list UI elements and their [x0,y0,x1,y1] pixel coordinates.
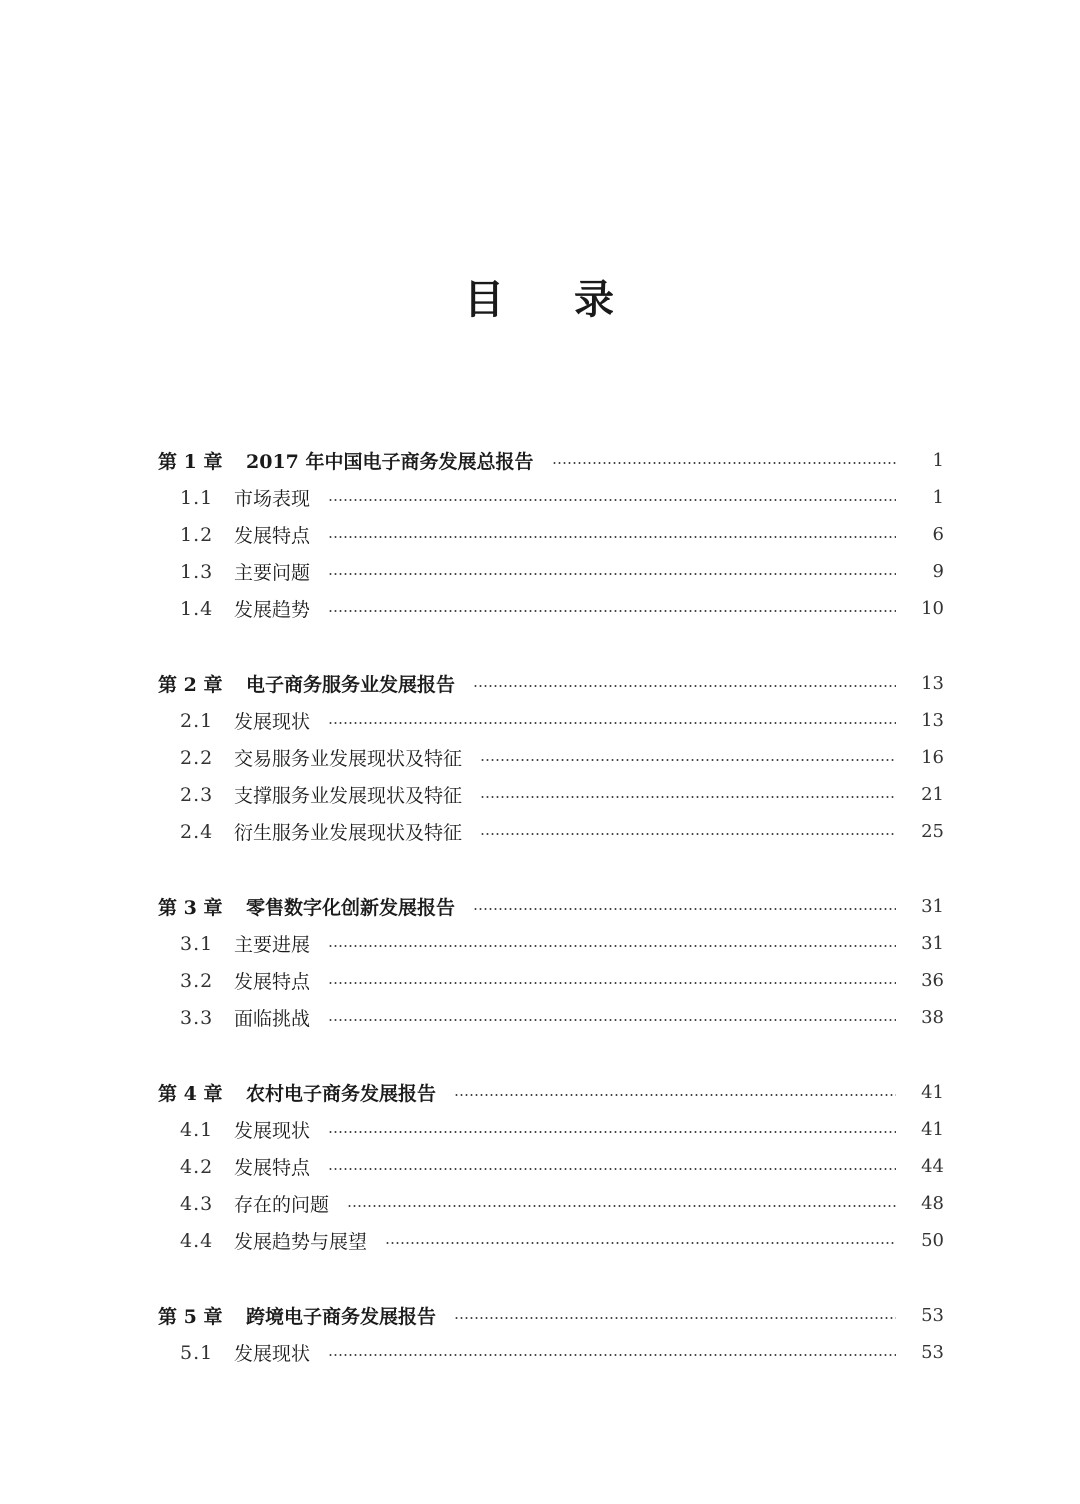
section-row-page: 41 [921,1119,944,1140]
dot-leader [454,1317,896,1319]
section-row[interactable] [158,516,944,553]
dot-leader [480,759,896,761]
section-row-title: 发展现状 [234,1343,311,1365]
section-row-page: 36 [921,970,944,991]
section-row-title: 发展现状 [234,1120,311,1142]
section-row-title: 发展特点 [234,1157,311,1179]
section-row-page: 38 [921,1007,944,1028]
chapter-row[interactable] [158,1297,944,1334]
section-row-title: 交易服务业发展现状及特征 [234,748,463,770]
section-row-title: 主要进展 [234,934,311,956]
section-row-number: 5.1 [180,1341,214,1364]
section-row-page: 9 [932,561,944,582]
section-row-title: 发展趋势与展望 [234,1231,368,1253]
dot-leader [328,573,896,575]
chapter-row-title: 跨境电子商务发展报告 [246,1306,437,1328]
dot-leader [328,610,896,612]
section-row-page: 10 [921,598,944,619]
section-row-page: 31 [921,933,944,954]
section-row[interactable] [158,479,944,516]
dot-leader [328,1168,896,1170]
section-row-number: 2.3 [180,783,214,806]
section-row-page: 1 [932,487,944,508]
chapter-row-number: 第 5 章 [158,1306,223,1328]
chapter-row-title: 2017 年中国电子商务发展总报告 [246,451,534,473]
chapter-row-number: 第 2 章 [158,674,223,696]
section-row[interactable] [158,739,944,776]
section-row[interactable] [158,702,944,739]
section-row[interactable] [158,1111,944,1148]
section-row[interactable] [158,776,944,813]
chapter-row-page: 53 [921,1305,944,1326]
section-row[interactable] [158,999,944,1036]
section-row-title: 存在的问题 [234,1194,330,1216]
chapter-row[interactable] [158,888,944,925]
section-row-title: 发展趋势 [234,599,311,621]
section-row-number: 2.2 [180,746,214,769]
chapter-row-page: 31 [921,896,944,917]
section-row-title: 发展特点 [234,971,311,993]
section-row-page: 16 [921,747,944,768]
dot-leader [328,945,896,947]
section-row-title: 发展特点 [234,525,311,547]
section-row-page: 53 [921,1342,944,1363]
dot-leader [328,722,896,724]
dot-leader [480,833,896,835]
section-row-number: 4.4 [180,1229,214,1252]
section-row[interactable] [158,813,944,850]
section-row-page: 21 [921,784,944,805]
chapter-block [158,442,944,627]
dot-leader [552,462,897,464]
chapter-block [158,1297,944,1371]
section-row-number: 4.1 [180,1118,214,1141]
section-row-title: 市场表现 [234,488,311,510]
dot-leader [328,982,896,984]
dot-leader [385,1242,896,1244]
dot-leader [328,1019,896,1021]
chapter-row-page: 1 [932,450,944,471]
page-title [0,272,1080,328]
dot-leader [328,1354,896,1356]
chapter-row-page: 41 [921,1082,944,1103]
section-row-number: 3.3 [180,1006,214,1029]
chapter-row-title: 电子商务服务业发展报告 [246,674,456,696]
chapter-row-page: 13 [921,673,944,694]
section-row-number: 3.1 [180,932,214,955]
section-row[interactable] [158,553,944,590]
dot-leader [473,908,896,910]
chapter-row-title: 零售数字化创新发展报告 [246,897,456,919]
section-row[interactable] [158,925,944,962]
section-row[interactable] [158,1185,944,1222]
chapter-row-title: 农村电子商务发展报告 [246,1083,437,1105]
section-row-number: 4.3 [180,1192,214,1215]
section-row-number: 3.2 [180,969,214,992]
section-row[interactable] [158,1222,944,1259]
dot-leader [328,499,896,501]
section-row-number: 2.1 [180,709,214,732]
section-row-title: 主要问题 [234,562,311,584]
section-row-number: 4.2 [180,1155,214,1178]
dot-leader [328,1131,896,1133]
section-row-page: 48 [921,1193,944,1214]
chapter-block [158,665,944,850]
section-row-number: 1.3 [180,560,214,583]
section-row-title: 面临挑战 [234,1008,311,1030]
section-row-page: 13 [921,710,944,731]
dot-leader [328,536,896,538]
chapter-row[interactable] [158,1074,944,1111]
chapter-block [158,1074,944,1259]
section-row[interactable] [158,1148,944,1185]
dot-leader [454,1094,896,1096]
page-title-char: 录 [574,276,616,323]
section-row-page: 44 [921,1156,944,1177]
dot-leader [480,796,896,798]
chapter-row-number: 第 4 章 [158,1083,223,1105]
page-title-char: 目 [464,276,506,323]
section-row-number: 2.4 [180,820,214,843]
section-row-page: 50 [921,1230,944,1251]
chapter-row-number: 第 1 章 [158,451,223,473]
chapter-block [158,888,944,1036]
section-row-title: 支撑服务业发展现状及特征 [234,785,463,807]
section-row-number: 1.1 [180,486,214,509]
dot-leader [473,685,896,687]
section-row-number: 1.2 [180,523,214,546]
section-row[interactable] [158,962,944,999]
section-row-page: 25 [921,821,944,842]
section-row-title: 衍生服务业发展现状及特征 [234,822,463,844]
chapter-row[interactable] [158,442,944,479]
section-row-title: 发展现状 [234,711,311,733]
dot-leader [347,1205,896,1207]
chapter-row[interactable] [158,665,944,702]
table-of-contents [158,442,944,1409]
section-row[interactable] [158,590,944,627]
chapter-row-number: 第 3 章 [158,897,223,919]
section-row-number: 1.4 [180,597,214,620]
section-row-page: 6 [932,524,944,545]
section-row[interactable] [158,1334,944,1371]
